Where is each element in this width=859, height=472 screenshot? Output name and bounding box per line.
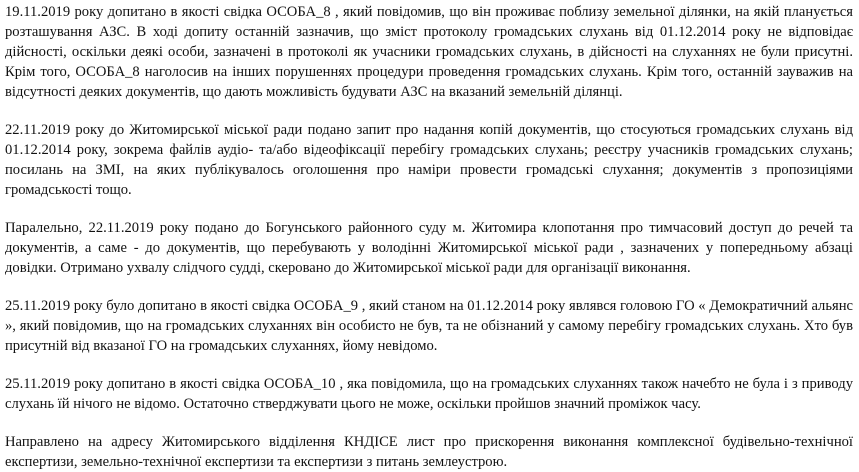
paragraph-witness-osoba-8: 19.11.2019 року допитано в якості свідка ОСОБА_8 , який повідомив, що він проживає поблизу земельної ділянки, на якій планується розташування АЗС. В ході допиту останній зазначив, що зміст протоколу громадських слухань від 01.12.2014 року не відповідає дійсності, оскільки деякі особи, зазначені в протоколі як учасники громадських слухань, в дійсності на слуханнях не були присутні. Крім того, ОСОБА_8 наголосив на інших порушеннях процедури проведення громадських слухань. Крім того, останній зауважив на відсутності деяких документів, що дають можливість будувати АЗС на вказаний земельній ділянці. — [5, 4, 853, 100]
paragraph-witness-osoba-10: 25.11.2019 року допитано в якості свідка ОСОБА_10 , яка повідомила, що на громадських слуханнях також начебто не була і з приводу слухань їй нічого не відомо. Остаточно стверджувати цього не може, оскільки пройшов значний проміжок часу. — [5, 376, 853, 412]
paragraph-letter-kndise: Направлено на адресу Житомирського відділення КНДІСЕ лист про прискорення виконання комплексної будівельно-технічної експертизи, земельно-технічної експертизи та експертизи з питань землеустрою. — [5, 434, 853, 470]
paragraph-court-motion: Паралельно, 22.11.2019 року подано до Богунського районного суду м. Житомира клопотання про тимчасовий доступ до речей та документів, а саме - до документів, що перебувають у володінні Житомирської міської ради , зазначених у попередньому абзаці довідки. Отримано ухвалу слідчого судді, скеровано до Житомирської міської ради для організації виконання. — [5, 220, 853, 276]
paragraph-request-city-council: 22.11.2019 року до Житомирської міської ради подано запит про надання копій документів, що стосуються громадських слухань від 01.12.2014 року, зокрема файлів аудіо- та/або відеофіксації перебігу громадських слухань; реєстру учасників громадських слухань; посилань на ЗМІ, на яких публікувалось оголошення про наміри провести громадські слухання; документів з пропозиціями громадськості тощо. — [5, 122, 853, 198]
paragraph-witness-osoba-9: 25.11.2019 року було допитано в якості свідка ОСОБА_9 , який станом на 01.12.2014 року являвся головою ГО « Демократичний альянс », який повідомив, що на громадських слуханнях він особисто не був, та не обізнаний у самому перебігу громадських слухань. Хто був присутній від вказаної ГО на громадських слуханнях, йому невідомо. — [5, 298, 853, 354]
